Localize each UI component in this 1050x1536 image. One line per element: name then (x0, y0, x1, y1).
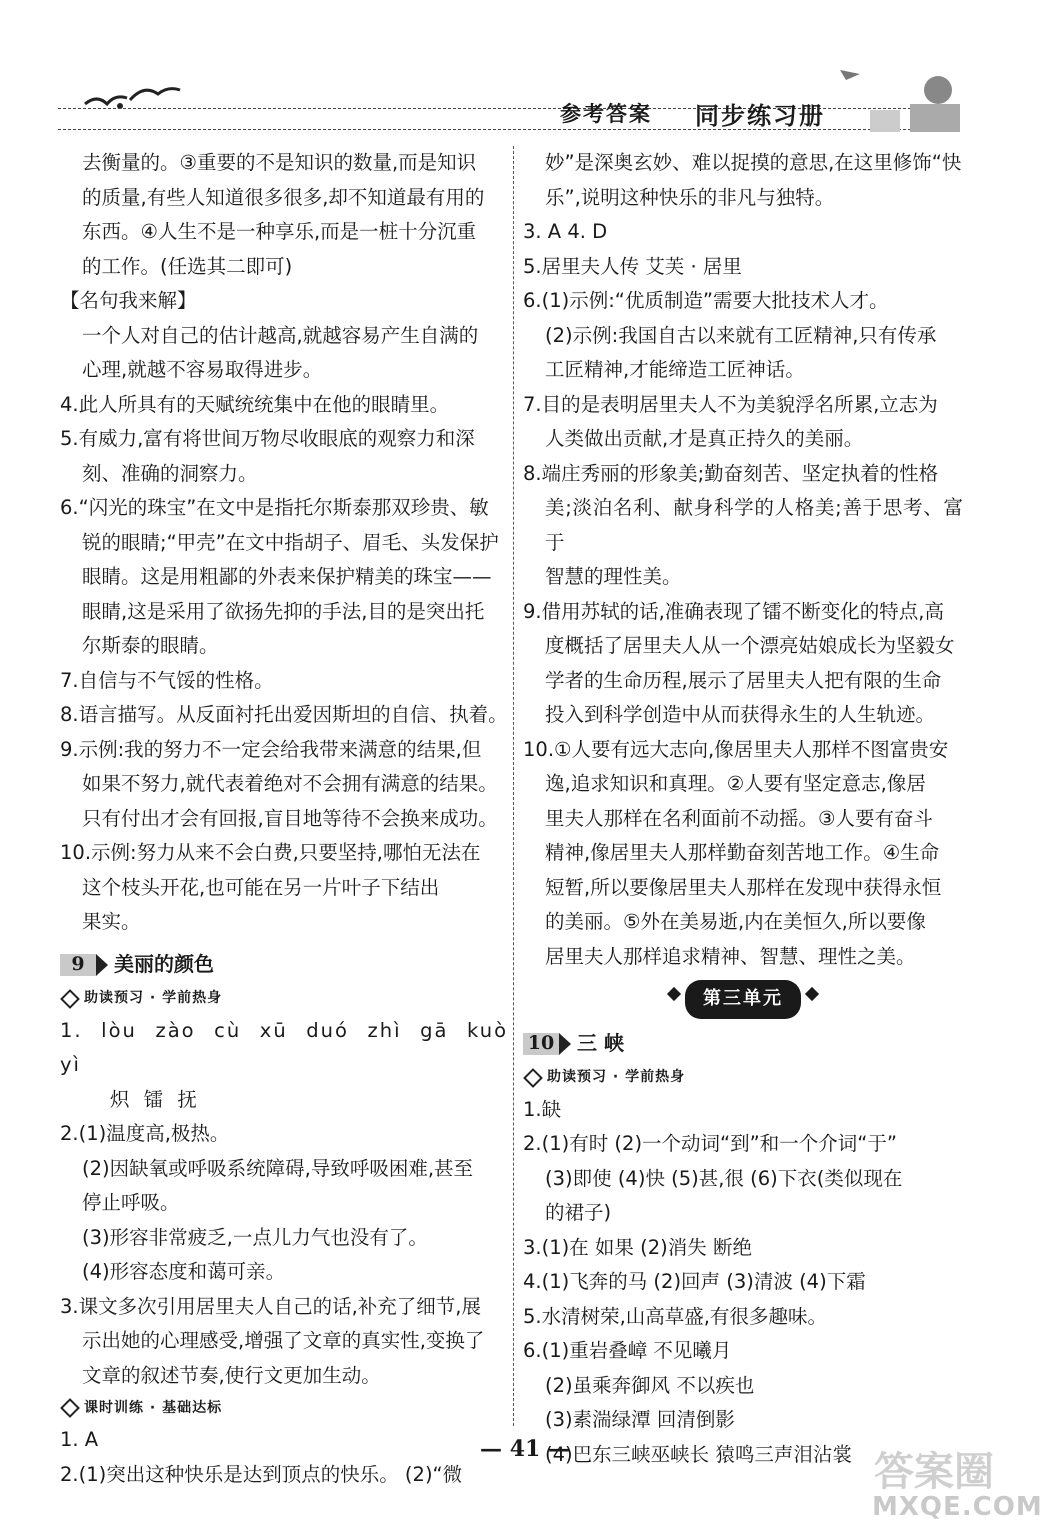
answer-line: 尔斯泰的眼睛。 (82, 634, 219, 657)
answer-line: 6.(1)重岩叠嶂 不见曦月 (523, 1339, 732, 1362)
pinyin-line: 1. lòu zào cù xū duó zhì gā kuò yì (60, 1018, 508, 1076)
answer-line: 7.目的是表明居里夫人不为美貌浮名所累,立志为 (523, 392, 938, 416)
section-title: 美丽的颜色 (114, 952, 214, 977)
answer-line: (2)虽乘奔御风 不以疾也 (545, 1373, 755, 1397)
section-number: 10 (523, 1033, 559, 1055)
answer-line: 工匠精神,才能缔造工匠神话。 (545, 358, 805, 381)
answer-line: 3.(1)在 如果 (2)消失 断绝 (523, 1235, 752, 1259)
answer-line: 逸,追求知识和真理。②人要有坚定意志,像居 (545, 772, 926, 795)
answer-line: 如果不努力,就代表着绝对不会拥有满意的结果。 (82, 772, 498, 795)
answer-line: 5.有威力,富有将世间万物尽收眼底的观察力和深 (60, 427, 475, 450)
answer-line: 3.课文多次引用居里夫人自己的话,补充了细节,展 (60, 1294, 482, 1318)
subheading-text: 助读预习 · 学前热身 (84, 990, 223, 1007)
answer-line: 的工作。(任选其二即可) (82, 254, 293, 278)
answer-line: 7.自信与不气馁的性格。 (60, 668, 274, 692)
answer-line: 6.“闪光的珠宝”在文中是指托尔斯泰那双珍贵、敏 (60, 496, 489, 519)
answer-line: 刻、准确的洞察力。 (82, 461, 258, 485)
answer-line: 2.(1)突出这种快乐是达到顶点的快乐。 (2)“微 (60, 1462, 463, 1486)
answer-line: 的质量,有些人知道很多很多,却不知道最有用的 (82, 185, 485, 209)
answer-line: 9.借用苏轼的话,准确表现了镭不断变化的特点,高 (523, 599, 945, 623)
answer-line: 美;淡泊名利、献身科学的人格美;善于思考、富于 (545, 496, 963, 554)
answer-line: 2.(1)有时 (2)一个动词“到”和一个介词“于” (523, 1132, 897, 1155)
answer-line: 6.(1)示例:“优质制造”需要大批技术人才。 (523, 289, 889, 312)
answer-line: (3)形容非常疲乏,一点儿力气也没有了。 (82, 1225, 428, 1249)
watermark-logo: 答案圈 (874, 1449, 994, 1495)
subheading-training (60, 1393, 508, 1423)
diamond-icon (60, 1398, 80, 1418)
answer-line: 短暂,所以要像居里夫人那样在发现中获得永恒 (545, 875, 942, 899)
answer-line: 精神,像居里夫人那样勤奋刻苦地工作。④生命 (545, 841, 940, 864)
diamond-icon (523, 1068, 543, 1088)
right-column (523, 146, 963, 1472)
watermark (862, 1440, 1043, 1530)
arrow-icon (96, 954, 108, 976)
page-header (50, 60, 960, 140)
answer-line: 8.语言描写。从反面衬托出爱因斯坦的自信、执着。 (60, 703, 508, 726)
answer-line: 1.缺 (523, 1097, 562, 1121)
answer-line: 果实。 (82, 910, 141, 933)
answer-line: 的裙子) (545, 1201, 612, 1224)
answer-line: 的美丽。⑤外在美易逝,内在美恒久,所以要像 (545, 910, 926, 933)
answer-line: 锐的眼睛;“甲壳”在文中指胡子、眉毛、头发保护 (82, 530, 499, 554)
answer-line: (2)示例:我国自古以来就有工匠精神,只有传承 (545, 323, 937, 347)
answer-line: 去衡量的。③重要的不是知识的数量,而是知识 (82, 151, 477, 174)
answer-line: 4.此人所具有的天赋统统集中在他的眼睛里。 (60, 392, 450, 416)
answer-line: (3)素湍绿潭 回清倒影 (545, 1408, 735, 1431)
answer-line: 投入到科学创造中从而获得永生的人生轨迹。 (545, 703, 936, 726)
answer-line: 5.居里夫人传 艾芙 · 居里 (523, 254, 742, 278)
mingju-line: 心理,就越不容易取得进步。 (82, 358, 323, 381)
diamond-icon (60, 989, 80, 1009)
answer-line: 停止呼吸。 (82, 1191, 180, 1214)
answer-line: 示出她的心理感受,增强了文章的真实性,变换了 (82, 1329, 485, 1352)
answer-line: 乐”,说明这种快乐的非凡与独特。 (545, 185, 835, 209)
subheading-preview (523, 1063, 963, 1093)
chars-line: 炽 镭 抚 (110, 1087, 201, 1111)
answer-line: 妙”是深奥玄妙、难以捉摸的意思,在这里修饰“快 (545, 151, 962, 174)
header-ref-label: 参考答案 (560, 102, 652, 126)
answer-line: 8.端庄秀丽的形象美;勤奋刻苦、坚定执着的性格 (523, 461, 939, 485)
answer-line: 里夫人那样在名利面前不动摇。③人要有奋斗 (545, 806, 933, 830)
subheading-text: 课时训练 · 基础达标 (84, 1399, 223, 1416)
arrow-icon (559, 1033, 571, 1055)
answer-line: 学者的生命历程,展示了居里夫人把有限的生命 (545, 668, 942, 692)
section-heading-10 (523, 1027, 963, 1061)
answer-line: (3)即使 (4)快 (5)甚,很 (6)下衣(类似现在 (545, 1166, 903, 1190)
answer-line: 居里夫人那样追求精神、智慧、理性之美。 (545, 944, 916, 968)
answer-line: (4)巴东三峡巫峡长 猿鸣三声泪沾裳 (545, 1442, 852, 1466)
answer-line: 度概括了居里夫人从一个漂亮姑娘成长为坚毅女 (545, 634, 955, 657)
header-book-title: 同步练习册 (695, 101, 825, 130)
header-decoration-icon (790, 60, 970, 140)
left-column (60, 146, 508, 1492)
answer-line: 3. A 4. D (523, 220, 608, 243)
mingju-heading: 【名句我来解】 (60, 289, 197, 312)
section-title: 三 峡 (577, 1031, 624, 1056)
answer-line: 这个枝头开花,也可能在另一片叶子下结出 (82, 875, 440, 899)
watermark-text: MXQE.COM (872, 1492, 1043, 1522)
answer-line: 5.水清树荣,山高草盛,有很多趣味。 (523, 1304, 828, 1328)
answer-line: 智慧的理性美。 (545, 565, 682, 588)
answer-line: 2.(1)温度高,极热。 (60, 1122, 230, 1145)
answer-line: 人类做出贡献,才是真正持久的美丽。 (545, 427, 864, 450)
section-heading-9 (60, 948, 508, 982)
page-number: — 41 — (480, 1436, 570, 1462)
answer-line: 10.①人要有远大志向,像居里夫人那样不图富贵安 (523, 737, 949, 761)
unit-label: 第三单元 (685, 980, 801, 1019)
answer-line: 10.示例:努力从来不会白费,只要坚持,哪怕无法在 (60, 841, 481, 864)
unit-badge (523, 980, 963, 1019)
answer-line: (4)形容态度和蔼可亲。 (82, 1260, 286, 1283)
answer-line: 9.示例:我的努力不一定会给我带来满意的结果,但 (60, 737, 482, 761)
answer-line: 东西。④人生不是一种享乐,而是一桩十分沉重 (82, 220, 477, 243)
answer-line: 4.(1)飞奔的马 (2)回声 (3)清波 (4)下霜 (523, 1270, 866, 1293)
answer-line: 只有付出才会有回报,盲目地等待不会换来成功。 (82, 806, 498, 830)
answer-line: 眼睛,这是采用了欲扬先抑的手法,目的是突出托 (82, 599, 485, 623)
subheading-text: 助读预习 · 学前热身 (547, 1069, 686, 1086)
answer-line: (2)因缺氧或呼吸系统障碍,导致呼吸困难,甚至 (82, 1156, 474, 1180)
answer-line: 1. A (60, 1428, 99, 1451)
answer-line: 眼睛。这是用粗鄙的外表来保护精美的珠宝—— (82, 565, 492, 588)
subheading-preview (60, 984, 508, 1014)
column-divider (513, 146, 514, 1426)
answer-line: 文章的叙述节奏,使行文更加生动。 (82, 1363, 381, 1387)
section-number: 9 (60, 954, 96, 976)
mingju-line: 一个人对自己的估计越高,就越容易产生自满的 (82, 323, 479, 347)
